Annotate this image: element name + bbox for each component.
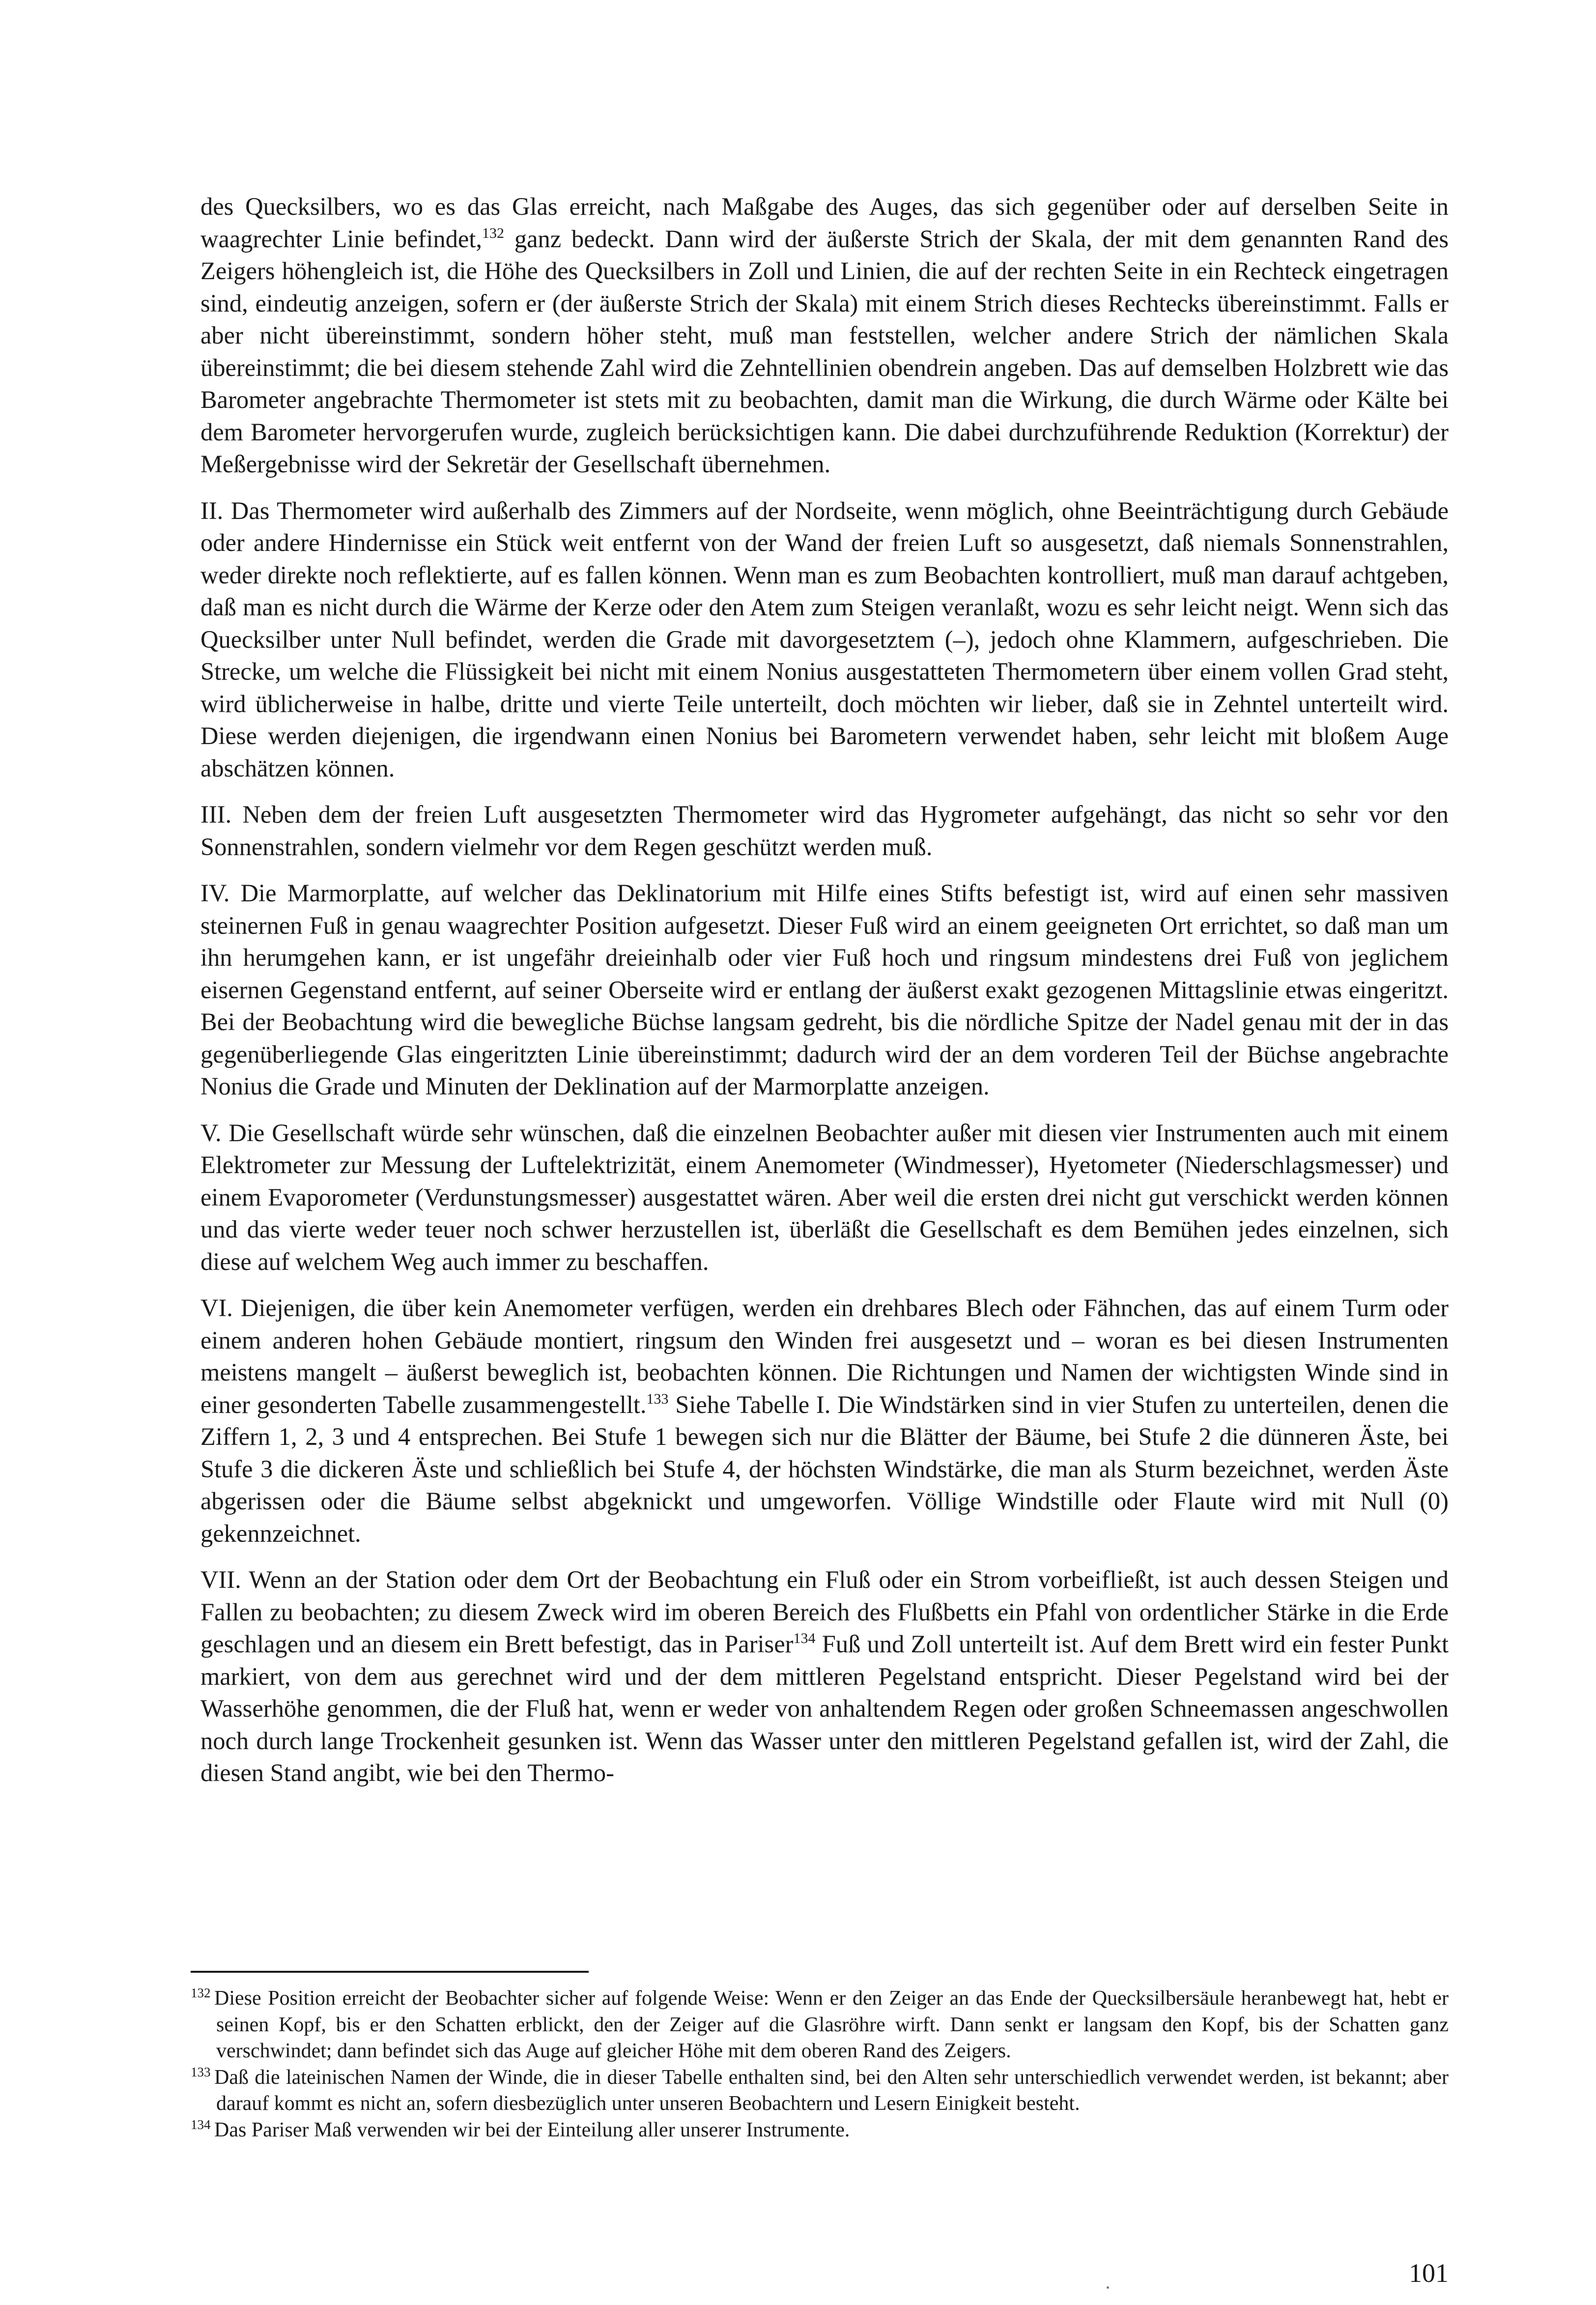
- page-number: 101: [1409, 2258, 1449, 2288]
- footnote: 134 Das Pariser Maß verwenden wir bei der Einteilung aller unserer Instrumente.: [191, 2117, 850, 2141]
- paragraph-text: VII. Wenn an der Station oder dem Ort der Beobachtung ein Fluß oder ein Strom vorbeifließt, ist auch dessen Steigen und Fallen zu beobachten; zu diesem Zweck wird im oberen Bereich des Flußbetts ein Pfahl von ordentlicher Stärke in die Erde geschlagen und an diesem ein Brett befestigt, das in Pariser: [200, 1566, 1449, 1658]
- paragraph-water-level: [200, 1564, 1449, 1789]
- paragraph-text: VI. Diejenigen, die über kein Anemometer verfügen, werden ein drehbares Blech oder Fähnchen, das auf einem Turm oder einem anderen hohen Gebäude montiert, ringsum den Winden frei ausgesetzt und – woran es bei diesen Instrumenten meistens mangelt – äußerst beweglich ist, beobachten können. Die Richtungen und Namen der wichtigsten Winde sind in einer gesonderten Tabelle zusammengestellt.: [200, 1294, 1449, 1418]
- footnote: 132 Diese Position erreicht der Beobachter sicher auf folgende Weise: Wenn er den Zeiger an das Ende der Quecksilbersäule heranbewegt hat, hebt er seinen Kopf, bis er den Schatten erblickt, den der Zeiger auf die Glasröhre wirft. Dann senkt er langsam den Kopf, bis der Schatten ganz verschwindet; dann befindet sich das Auge auf gleicher Höhe mit dem oberen Rand des Zeigers.: [191, 1986, 1449, 2062]
- footnotes: [191, 1986, 1449, 2143]
- paragraph-text: des Quecksilbers, wo es das Glas erreicht, nach Maßgabe des Auges, das sich gegenüber oder auf derselben Seite in waagrechter Linie befindet,: [200, 193, 1449, 253]
- paragraph-hygrometer: III. Neben dem der freien Luft ausgesetzten Thermometer wird das Hygrometer aufgehängt, das nicht so sehr vor den Sonnenstrahlen, sondern vielmehr vor dem Regen geschützt werden muß.: [200, 801, 1449, 861]
- footnote-text: Diese Position erreicht der Beobachter sicher auf folgende Weise: Wenn er den Zeiger an das Ende der Quecksilbersäule heranbewegt hat, hebt er seinen Kopf, bis er den Schatten erblickt, den der Zeiger auf die Glasröhre wirft. Dann senkt er langsam den Kopf, bis der Schatten ganz verschwindet; dann befindet sich das Auge auf gleicher Höhe mit dem oberen Rand des Zeigers.: [214, 1987, 1449, 2062]
- body-text: [200, 191, 1449, 1804]
- footnote-reference[interactable]: 133: [646, 1390, 669, 1407]
- scan-speck: [1107, 2286, 1109, 2289]
- footnote-separator: [191, 1971, 589, 1973]
- paragraph-barometer-continued: [200, 191, 1449, 481]
- paragraph-winds: [200, 1292, 1449, 1550]
- paragraph-text: Siehe Tabelle I. Die Windstärken sind in vier Stufen zu unterteilen, denen die Ziffern 1, 2, 3 und 4 entsprechen. Bei Stufe 1 bewegen sich nur die Blätter der Bäume, bei Stufe 2 die dünneren Äste, bei Stufe 3 die dickeren Äste und schließlich bei Stufe 4, der höchsten Windstärke, die man als Sturm bezeichnet, werden Äste abgerissen oder die Bäume selbst abgeknickt und umgeworfen. Völlige Windstille oder Flaute wird mit Null (0) gekennzeichnet.: [200, 1390, 1449, 1547]
- footnote-reference[interactable]: 132: [482, 225, 504, 241]
- footnote-reference[interactable]: 134: [793, 1630, 816, 1646]
- footnote: 133 Daß die lateinischen Namen der Winde, die in dieser Tabelle enthalten sind, bei den Alten sehr unterschiedlich verwendet werden, ist bekannt; aber darauf kommt es nicht an, sofern diesbezüglich unter unseren Beobachtern und Lesern Einigkeit besteht.: [191, 2064, 1449, 2115]
- paragraph-text: Fuß und Zoll unterteilt ist. Auf dem Brett wird ein fester Punkt markiert, von dem aus gerechnet wird und der dem mittleren Pegelstand entspricht. Dieser Pegelstand wird bei der Wasserhöhe genommen, die der Fluß hat, wenn er weder von anhaltendem Regen oder großen Schneemassen angeschwollen noch durch lange Trockenheit gesunken ist. Wenn das Wasser unter den mittleren Pegelstand gefallen ist, wird der Zahl, die diesen Stand angibt, wie bei den Thermo-: [200, 1630, 1449, 1786]
- paragraph-declinatorium: IV. Die Marmorplatte, auf welcher das Deklinatorium mit Hilfe eines Stifts befestigt ist, wird auf einen sehr massiven steinernen Fuß in genau waagrechter Position aufgesetzt. Dieser Fuß wird an einem geeigneten Ort errichtet, so daß man um ihn herumgehen kann, er ist ungefähr dreieinhalb oder vier Fuß hoch und ringsum mindestens drei Fuß von jeglichem eisernen Gegenstand entfernt, auf seiner Oberseite wird er entlang der äußerst exakt gezogenen Mittagslinie etwas eingeritzt. Bei der Beobachtung wird die bewegliche Büchse langsam gedreht, bis die nördliche Spitze der Nadel genau mit der in das gegenüberliegende Glas eingeritzten Linie übereinstimmt; dadurch wird der an dem vorderen Teil der Büchse angebrachte Nonius die Grade und Minuten der Deklination auf der Marmorplatte anzeigen.: [200, 879, 1449, 1100]
- paragraph-additional-instruments: V. Die Gesellschaft würde sehr wünschen, daß die einzelnen Beobachter außer mit diesen vier Instrumenten auch mit einem Elektrometer zur Messung der Luftelektrizität, einem Anemometer (Windmesser), Hyetometer (Niederschlagsmesser) und einem Evaporometer (Verdunstungsmesser) ausgestattet wären. Aber weil die ersten drei nicht gut verschickt werden können und das vierte weder teuer noch schwer herzustellen ist, überläßt die Gesellschaft es dem Bemühen jedes einzelnen, sich diese auf welchem Weg auch immer zu beschaffen.: [200, 1119, 1449, 1275]
- paragraph-thermometer: II. Das Thermometer wird außerhalb des Zimmers auf der Nordseite, wenn möglich, ohne Beeinträchtigung durch Gebäude oder andere Hindernisse ein Stück weit entfernt von der Wand der freien Luft so ausgesetzt, daß niemals Sonnenstrahlen, weder direkte noch reflektierte, auf es fallen können. Wenn man es zum Beobachten kontrolliert, muß man darauf achtgeben, daß man es nicht durch die Wärme der Kerze oder den Atem zum Steigen veranlaßt, wozu es sehr leicht neigt. Wenn sich das Quecksilber unter Null befindet, werden die Grade mit davorgesetztem (–), jedoch ohne Klammern, aufgeschrieben. Die Strecke, um welche die Flüssigkeit bei nicht mit einem Nonius ausgestatteten Thermometern über einem vollen Grad steht, wird üblicherweise in halbe, dritte und vierte Teile unterteilt, doch möchten wir lieber, daß sie in Zehntel unterteilt wird. Diese werden diejenigen, die irgendwann einen Nonius bei Barometern verwendet haben, sehr leicht mit bloßem Auge abschätzen können.: [200, 496, 1449, 782]
- footnote-text: Das Pariser Maß verwenden wir bei der Einteilung aller unserer Instrumente.: [214, 2118, 850, 2141]
- footnote-text: Daß die lateinischen Namen der Winde, die in dieser Tabelle enthalten sind, bei den Alten sehr unterschiedlich verwendet werden, ist bekannt; aber darauf kommt es nicht an, sofern diesbezüglich unter unseren Beobachtern und Lesern Einigkeit besteht.: [214, 2066, 1449, 2115]
- paragraph-text: ganz bedeckt. Dann wird der äußerste Strich der Skala, der mit dem genannten Rand des Zeigers höhengleich ist, die Höhe des Quecksilbers in Zoll und Linien, die auf der rechten Seite in ein Rechteck eingetragen sind, eindeutig anzeigen, sofern er (der äußerste Strich der Skala) mit einem Strich dieses Rechtecks übereinstimmt. Falls er aber nicht übereinstimmt, sondern höher steht, muß man feststellen, welcher andere Strich der nämlichen Skala übereinstimmt; die bei diesem stehende Zahl wird die Zehntellinien obendrein angeben. Das auf demselben Holzbrett wie das Barometer angebrachte Thermometer ist stets mit zu beobachten, damit man die Wirkung, die durch Wärme oder Kälte bei dem Barometer hervorgerufen wurde, zugleich berücksichtigen kann. Die dabei durchzuführende Reduktion (Korrektur) der Meßergebnisse wird der Sekretär der Gesellschaft übernehmen.: [200, 225, 1449, 478]
